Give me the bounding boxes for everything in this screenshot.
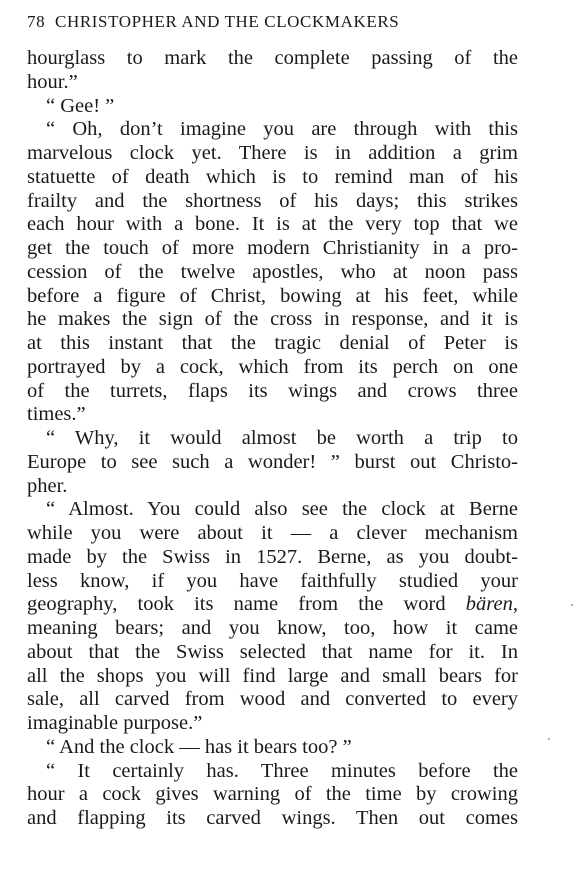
running-header [27,12,527,36]
text-line: “ Oh, don’t imagine you are through with this [46,118,518,141]
text-line: sale, all carved from wood and converted to every [27,688,518,711]
text-line: “ Almost. You could also see the clock at Berne [46,498,518,521]
line-text: geography, took its name from the word [27,593,466,616]
text-line: imaginable purpose.” [27,712,203,734]
text-line: hour a cock gives warning of the time by crowing [27,783,518,806]
text-line: about that the Swiss selected that name for it. In [27,640,518,663]
text-line: while you were about it — a clever mechanism [27,522,518,544]
body-text [27,47,518,831]
text-line: meaning bears; and you know, too, how it came [27,617,518,639]
text-line: he makes the sign of the cross in response, and it is [27,308,518,331]
text-line: all the shops you will find large and small bears for [27,664,518,687]
text-line: “ Gee! ” [46,94,115,117]
text-line: statuette of death which is to remind man of his [27,165,518,188]
text-line: marvelous clock yet. There is in addition a grim [27,142,518,164]
text-line: before a figure of Christ, bowing at his feet, while [27,284,518,307]
text-line: Europe to see such a wonder! ” burst out Christo- [27,450,518,473]
text-line: “ And the clock — has it bears too? ” [46,735,352,758]
text-line: times.” [27,403,86,426]
text-line: hourglass to mark the complete passing of the [27,47,518,69]
text-line: hour.” [27,70,78,93]
text-line: frailty and the shortness of his days; this strikes [27,189,518,212]
margin-speck [548,738,550,740]
text-line-with-italic [27,593,518,617]
text-line: “ It certainly has. Three minutes before the [46,759,518,782]
text-line: of the turrets, flaps its wings and crows three [27,379,518,402]
text-line: at this instant that the tragic denial of Peter is [27,332,518,354]
text-line: cession of the twelve apostles, who at noon pass [27,260,518,283]
text-line: “ Why, it would almost be worth a trip to [46,427,518,449]
page-number: 78 [27,12,46,31]
text-line: less know, if you have faithfully studied your [27,569,518,592]
running-title: CHRISTOPHER AND THE CLOCKMAKERS [55,12,400,31]
text-line: portrayed by a cock, which from its perch on one [27,355,518,378]
margin-speck [571,604,573,606]
text-line: get the touch of more modern Christianity in a pro- [27,237,518,259]
text-line: made by the Swiss in 1527. Berne, as you doubt- [27,545,518,568]
italic-word: bären, [465,593,518,616]
text-line: each hour with a bone. It is at the very top that we [27,213,518,236]
text-line: and flapping its carved wings. Then out comes [27,807,518,829]
text-line: pher. [27,474,68,497]
